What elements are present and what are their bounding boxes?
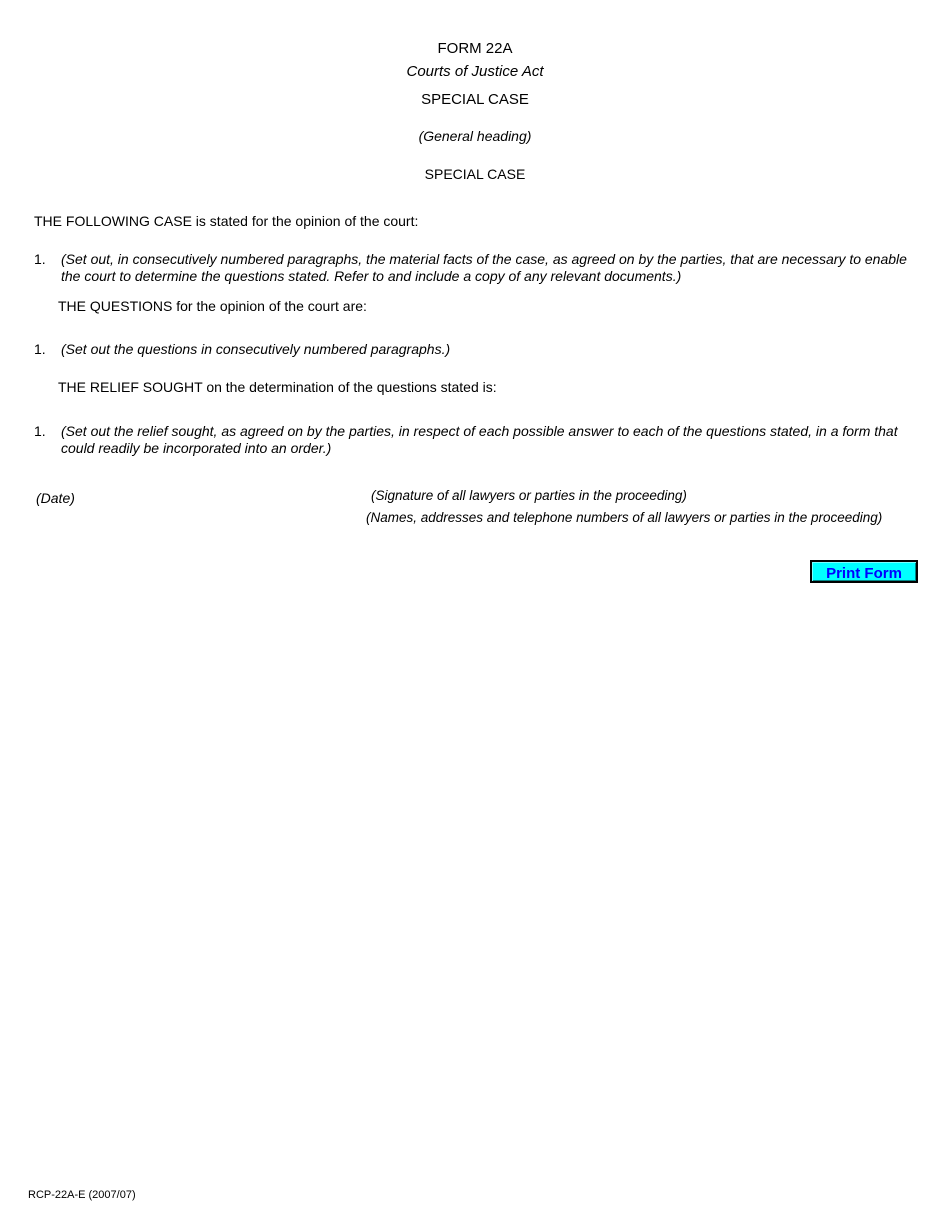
facts-instruction: (Set out, in consecutively numbered paragraphs, the material facts of the case, as agreed on by the parties, that are necessary to enable the court to determine the questions stated. Refer to and include a copy of any relevant documents.) — [61, 251, 907, 284]
form-number: FORM 22A — [437, 40, 513, 57]
act-name: Courts of Justice Act — [406, 63, 544, 80]
relief-instruction: (Set out the relief sought, as agreed on by the parties, in respect of each possible answer to each of the questions stated, in a form that could readily be incorporated into an order.) — [61, 423, 898, 456]
date-label: (Date) — [36, 490, 75, 506]
intro-statement: THE FOLLOWING CASE is stated for the opinion of the court: — [34, 213, 419, 229]
relief-number: 1. — [34, 423, 46, 439]
general-heading: (General heading) — [418, 128, 532, 144]
questions-paragraph — [34, 341, 914, 358]
facts-number: 1. — [34, 251, 46, 267]
document-title: SPECIAL CASE — [424, 166, 526, 182]
facts-paragraph — [34, 251, 914, 285]
questions-instruction: (Set out the questions in consecutively numbered paragraphs.) — [61, 341, 451, 357]
signature-label: (Signature of all lawyers or parties in the proceeding) — [371, 488, 687, 503]
form-code: RCP-22A-E (2007/07) — [28, 1189, 136, 1201]
form-title: SPECIAL CASE — [421, 91, 529, 108]
questions-number: 1. — [34, 341, 46, 357]
names-label: (Names, addresses and telephone numbers of all lawyers or parties in the proceeding) — [366, 510, 883, 525]
questions-heading: THE QUESTIONS for the opinion of the court are: — [58, 298, 367, 314]
relief-heading: THE RELIEF SOUGHT on the determination of the questions stated is: — [58, 379, 497, 395]
relief-paragraph — [34, 423, 914, 457]
print-form-button[interactable]: Print Form — [810, 560, 918, 583]
